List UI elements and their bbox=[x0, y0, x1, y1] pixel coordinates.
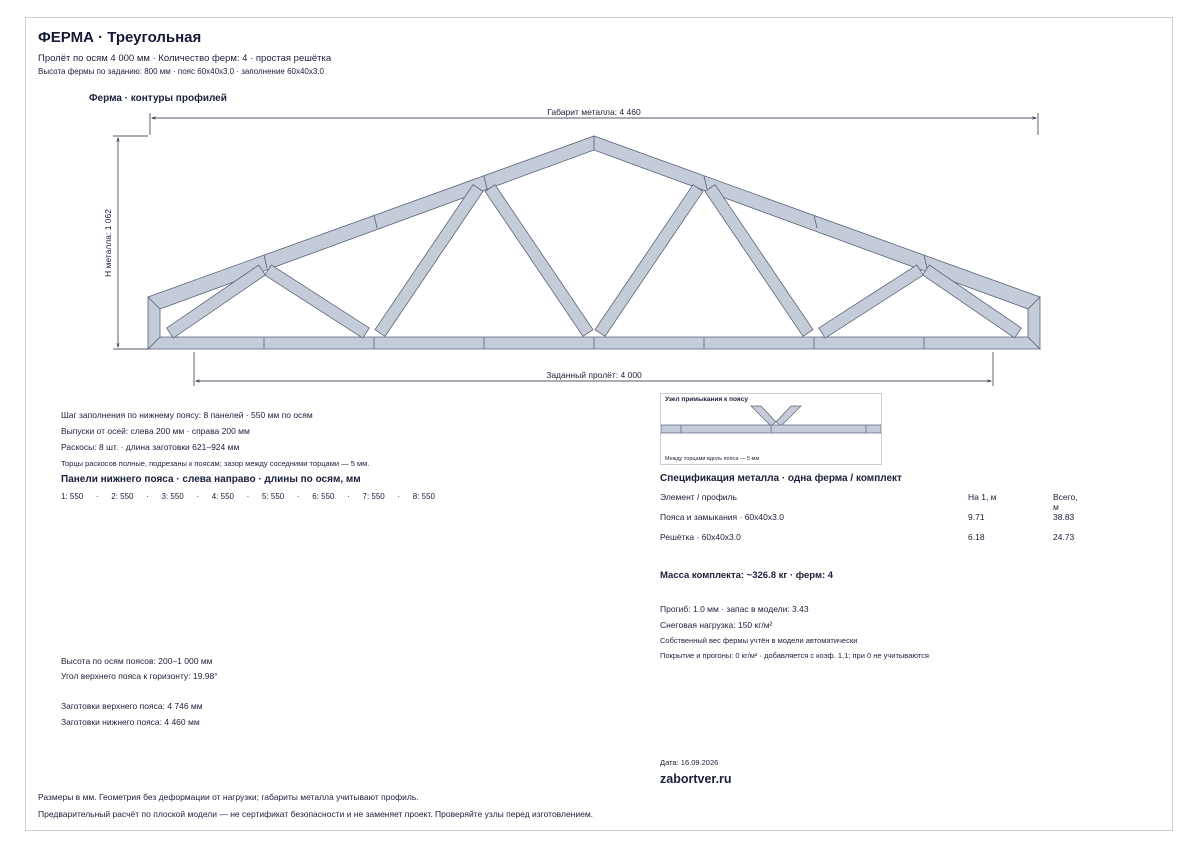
panel-item: 6: 550 bbox=[312, 492, 335, 501]
panel-item: 5: 550 bbox=[262, 492, 285, 501]
span-dimension-label: Заданный пролёт: 4 000 bbox=[546, 370, 642, 380]
panel-item: 7: 550 bbox=[362, 492, 385, 501]
top-chord-blanks: Заготовки верхнего пояса: 4 746 мм bbox=[61, 701, 203, 711]
bottom-chord-blanks: Заготовки нижнего пояса: 4 460 мм bbox=[61, 717, 200, 727]
node-detail-caption: Между торцами вдоль пояса — 5 мм bbox=[665, 456, 760, 462]
site-logo-text: zabortver.ru bbox=[660, 772, 732, 786]
note-braces: Раскосы: 8 шт. · длина заготовки 621–924 мм bbox=[61, 442, 240, 452]
height-dimension-label: H металла: 1 062 bbox=[103, 209, 113, 277]
spec-header-row bbox=[660, 492, 1080, 512]
footer-note-disclaimer: Предварительный расчёт по плоской модели — не сертификат безопасности и не заменяет проект. Проверяйте узлы перед изготовлением. bbox=[38, 809, 594, 819]
page-title: ФЕРМА · Треугольная bbox=[38, 29, 202, 46]
top-chord-left bbox=[148, 136, 594, 309]
node-detail-sketch bbox=[661, 404, 881, 464]
drawing-section-title: Ферма · контуры профилей bbox=[89, 93, 227, 104]
spec-row-total: 38.83 bbox=[1053, 512, 1075, 522]
snow-load: Снеговая нагрузка: 150 кг/м² bbox=[660, 620, 773, 630]
roofing-note: Покрытие и прогоны: 0 кг/м² · добавляется с коэф. 1,1; при 0 не учитываются bbox=[660, 651, 929, 660]
panel-sep: · bbox=[146, 492, 149, 501]
deflection: Прогиб: 1.0 мм · запас в модели: 3.43 bbox=[660, 604, 809, 614]
spec-row bbox=[660, 532, 1080, 546]
self-weight-note: Собственный вес фермы учтён в модели автоматически bbox=[660, 636, 858, 645]
node-detail-title: Узел примыкания к поясу bbox=[665, 396, 748, 403]
note-fill-step: Шаг заполнения по нижнему поясу: 8 панелей · 550 мм по осям bbox=[61, 410, 313, 420]
panel-sep: · bbox=[246, 492, 250, 501]
spec-row-total: 24.73 bbox=[1053, 532, 1075, 542]
footer-note-dimensions: Размеры в мм. Геометрия без деформации от нагрузки; габариты металла учитывают профиль. bbox=[38, 792, 419, 802]
truss-profiles bbox=[148, 136, 1040, 349]
node-detail-box bbox=[660, 393, 882, 465]
spec-row-name: Пояса и замыкания · 60x40x3.0 bbox=[660, 512, 784, 522]
panel-sep: · bbox=[397, 492, 401, 501]
spec-header-total: Всего, м bbox=[1053, 492, 1078, 512]
date: Дата: 16.09.2026 bbox=[660, 758, 719, 767]
panel-sep: · bbox=[296, 492, 300, 501]
page-subtitle: Пролёт по осям 4 000 мм · Количество ферм: 4 · простая решётка bbox=[38, 53, 332, 64]
panel-item: 4: 550 bbox=[211, 492, 234, 501]
panel-sep: · bbox=[95, 492, 99, 501]
note-ends: Торцы раскосов полные, подрезаны к поясам; зазор между соседними торцами — 5 мм. bbox=[61, 459, 370, 468]
spec-header-element: Элемент / профиль bbox=[660, 492, 737, 502]
spec-row-per-one: 9.71 bbox=[968, 512, 985, 522]
panels-title: Панели нижнего пояса · слева направо · длины по осям, мм bbox=[61, 474, 361, 485]
overall-dimension-label: Габарит металла: 4 460 bbox=[547, 107, 641, 117]
top-chord-right bbox=[594, 136, 1040, 309]
page-subtitle-details: Высота фермы по заданию: 800 мм · пояс 60x40x3.0 · заполнение 60x40x3.0 bbox=[38, 67, 324, 76]
panel-sep: · bbox=[347, 492, 350, 501]
panel-item: 2: 550 bbox=[111, 492, 134, 501]
panel-sep: · bbox=[196, 492, 200, 501]
spec-row-name: Решётка · 60x40x3.0 bbox=[660, 532, 741, 542]
panels-list bbox=[61, 492, 435, 501]
truss-drawing bbox=[0, 0, 1200, 400]
top-chord-angle: Угол верхнего пояса к горизонту: 19.98° bbox=[61, 671, 218, 681]
kit-mass: Масса комплекта: ~326.8 кг · ферм: 4 bbox=[660, 570, 834, 581]
height-range: Высота по осям поясов: 200–1 000 мм bbox=[61, 656, 213, 666]
note-overhangs: Выпуски от осей: слева 200 мм · справа 200 мм bbox=[61, 426, 250, 436]
web-brace bbox=[265, 265, 369, 338]
panel-item: 8: 550 bbox=[412, 492, 435, 501]
panel-item: 1: 550 bbox=[61, 492, 84, 501]
spec-row bbox=[660, 512, 1080, 526]
panel-item: 3: 550 bbox=[161, 492, 184, 501]
web-brace bbox=[819, 265, 923, 338]
web-brace bbox=[485, 185, 593, 337]
spec-title: Спецификация металла · одна ферма / комплект bbox=[660, 473, 902, 484]
spec-row-per-one: 6.18 bbox=[968, 532, 985, 542]
web-brace bbox=[595, 185, 703, 337]
spec-header-per-one: На 1, м bbox=[968, 492, 997, 502]
